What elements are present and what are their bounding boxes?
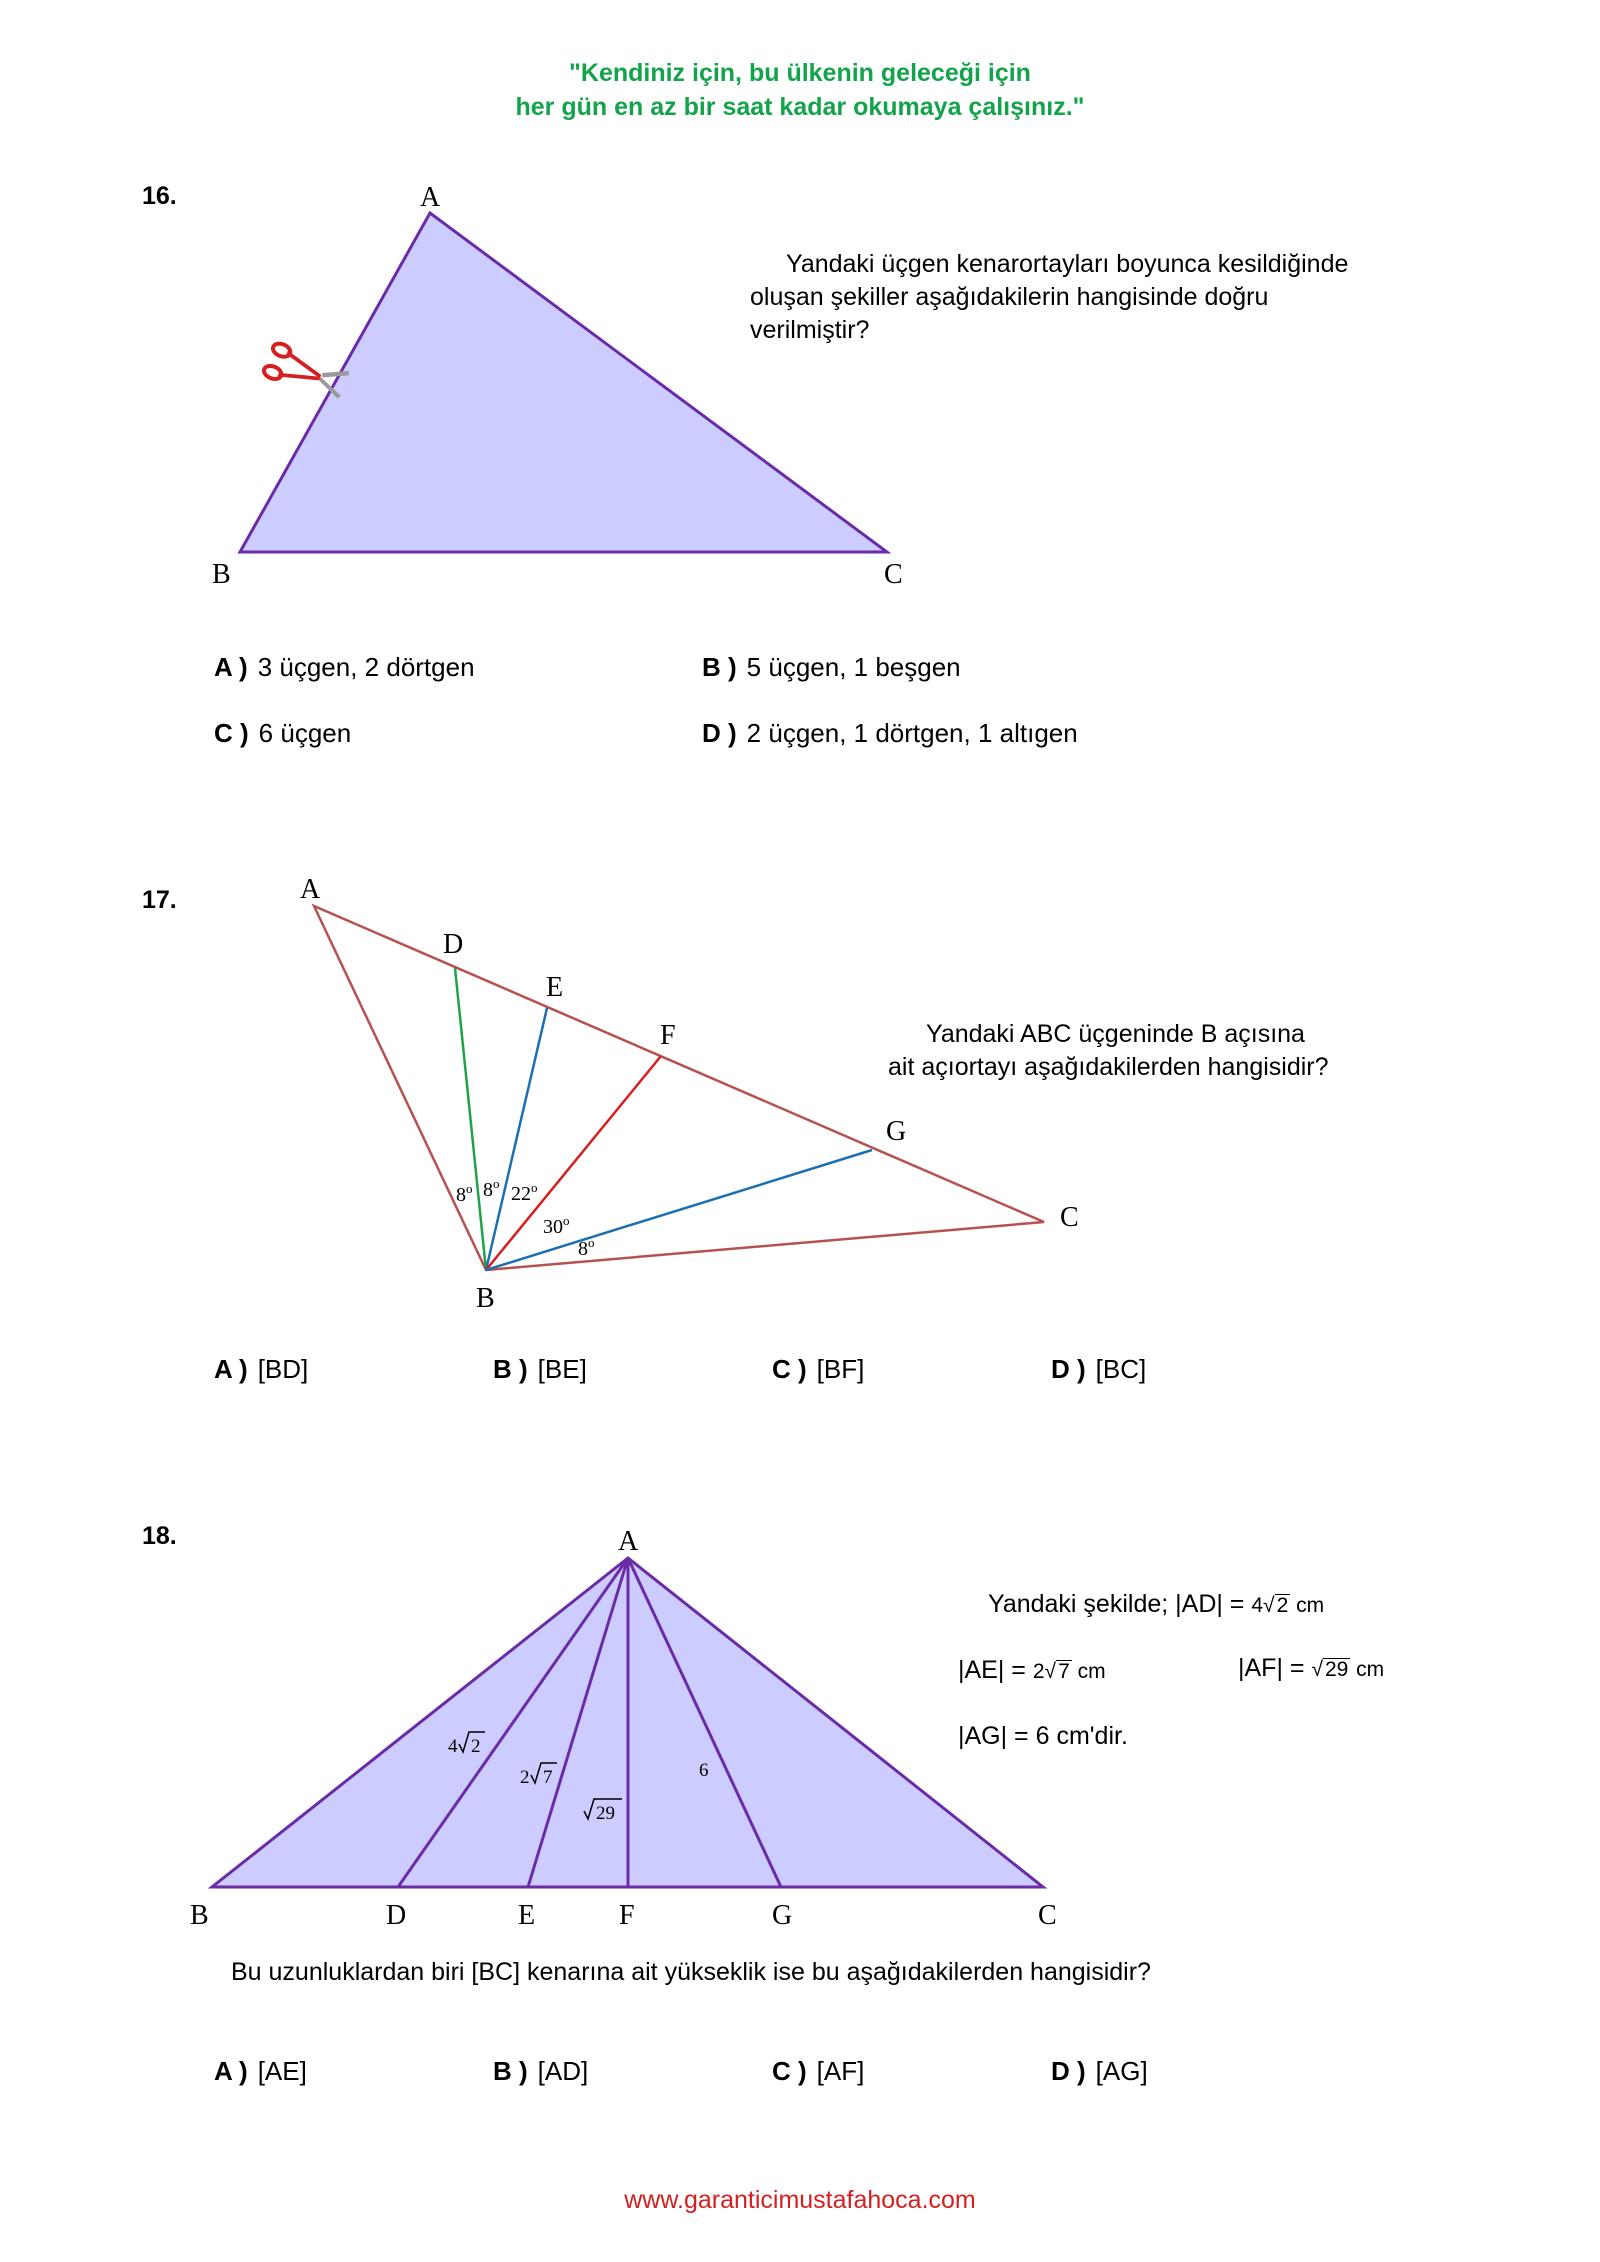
q16-option-d[interactable]: D ) 2 üçgen, 1 dörtgen, 1 altıgen <box>702 718 1078 748</box>
q18-option-b[interactable]: B ) [AD] <box>493 2056 589 2086</box>
q17-label-B: B <box>476 1283 495 1314</box>
q17-triangle <box>314 906 1044 1270</box>
q16-label-A: A <box>420 182 441 213</box>
q18-info-ag: |AG| = 6 cm'dir. <box>958 1722 1128 1750</box>
motto-line-2: her gün en az bir saat kadar okumaya çalışınız." <box>515 93 1085 121</box>
q17-label-D: D <box>443 929 464 960</box>
q16-label-B: B <box>212 559 231 590</box>
q18-option-a[interactable]: A ) [AE] <box>214 2056 307 2086</box>
q18-label-C: C <box>1038 1900 1057 1931</box>
q18-triangle-figure <box>0 1500 1600 1940</box>
svg-text:2: 2 <box>520 1767 530 1788</box>
q18-option-d[interactable]: D ) [AG] <box>1051 2056 1148 2086</box>
svg-text:2: 2 <box>471 1736 481 1757</box>
q17-label-C: C <box>1060 1202 1079 1233</box>
svg-text:7: 7 <box>543 1767 553 1788</box>
q18-label-D: D <box>386 1900 407 1931</box>
q17-segment-BD <box>455 968 486 1270</box>
q18-question-text: Bu uzunluklardan biri [BC] kenarına ait yükseklik ise bu aşağıdakilerden hangisidir? <box>231 1958 1151 1986</box>
q16-label-C: C <box>884 559 903 590</box>
q18-seglabel-ag: 6 <box>699 1760 709 1781</box>
q18-label-F: F <box>619 1900 635 1931</box>
q17-angle-2: 8$^o$ <box>483 1176 500 1201</box>
scissors-icon <box>262 341 351 405</box>
motto-line-1: "Kendiniz için, bu ülkenin geleceği için <box>569 59 1031 87</box>
q17-option-b[interactable]: B ) [BE] <box>493 1354 587 1384</box>
q18-label-G: G <box>772 1900 793 1931</box>
svg-text:4: 4 <box>448 1736 458 1757</box>
q18-option-c[interactable]: C ) [AF] <box>772 2056 865 2086</box>
q17-angle-3: 22$^o$ <box>511 1180 538 1205</box>
q17-label-F: F <box>660 1020 676 1051</box>
q17-segment-BF <box>486 1056 661 1270</box>
q18-info-ae: |AE| = 2√7 cm <box>958 1656 1106 1684</box>
q17-option-a[interactable]: A ) [BD] <box>214 1354 309 1384</box>
footer-url-link[interactable]: www.garanticimustafahoca.com <box>624 2186 976 2214</box>
q16-text-line-2: oluşan şekiller aşağıdakilerin hangisinde doğru <box>750 283 1269 311</box>
q17-option-c[interactable]: C ) [BF] <box>772 1354 865 1384</box>
q17-angle-5: 8$^o$ <box>578 1235 595 1260</box>
q16-text-line-3: verilmiştir? <box>750 316 870 344</box>
q16-option-b[interactable]: B ) 5 üçgen, 1 beşgen <box>702 652 961 682</box>
q17-angle-1: 8$^o$ <box>456 1181 473 1206</box>
q18-label-B: B <box>190 1900 209 1931</box>
q16-text-line-1: Yandaki üçgen kenarortayları boyunca kesildiğinde <box>786 250 1349 278</box>
q18-info-ad: Yandaki şekilde; |AD| = 4√2 cm <box>988 1590 1325 1618</box>
q16-option-a[interactable]: A ) 3 üçgen, 2 dörtgen <box>214 652 475 682</box>
q17-label-A: A <box>300 874 321 905</box>
q18-label-E: E <box>518 1900 536 1931</box>
q17-label-G: G <box>886 1116 907 1147</box>
q18-info-af: |AF| = √29 cm <box>1238 1654 1385 1682</box>
q17-text-line-1: Yandaki ABC üçgeninde B açısına <box>926 1020 1305 1048</box>
q16-option-c[interactable]: C ) 6 üçgen <box>214 718 352 748</box>
question-17-number: 17. <box>142 886 177 914</box>
q18-label-A: A <box>618 1526 639 1557</box>
q17-angle-4: 30$^o$ <box>543 1213 570 1238</box>
q17-segment-BG <box>486 1150 872 1270</box>
question-16-number: 16. <box>142 182 177 210</box>
q17-text-line-2: ait açıortayı aşağıdakilerden hangisidir? <box>888 1053 1329 1081</box>
q17-triangle-figure <box>0 860 1600 1320</box>
q17-option-d[interactable]: D ) [BC] <box>1051 1354 1147 1384</box>
q17-segment-BE <box>486 1008 547 1270</box>
question-18-number: 18. <box>142 1522 177 1550</box>
svg-text:29: 29 <box>596 1803 615 1824</box>
q17-label-E: E <box>546 972 564 1003</box>
